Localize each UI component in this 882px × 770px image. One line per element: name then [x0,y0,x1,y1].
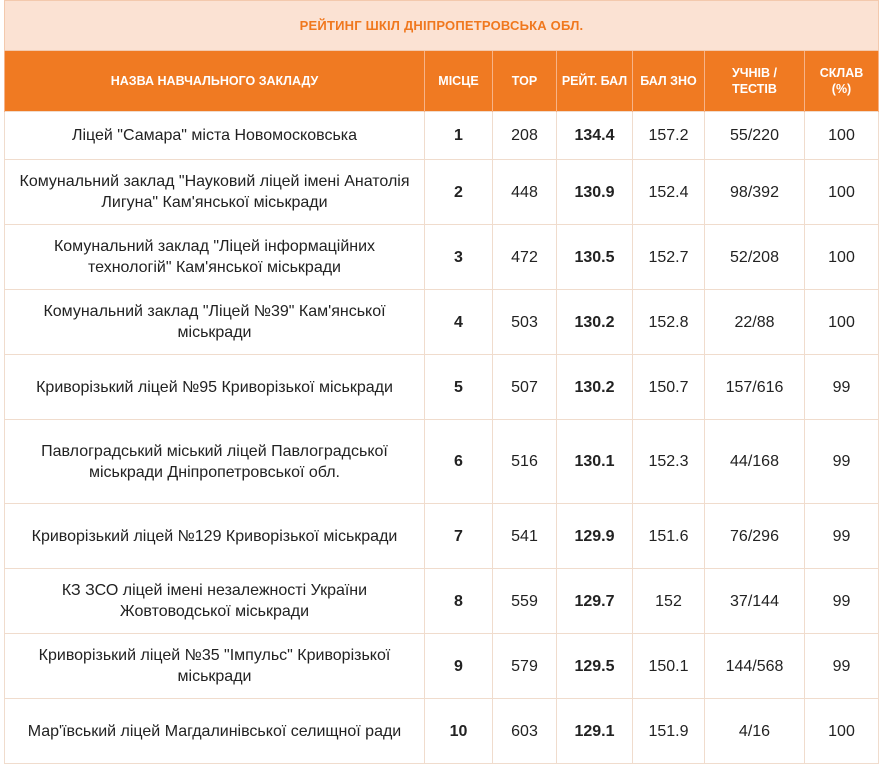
school-place: 8 [425,569,493,634]
table-title-row [5,1,879,51]
school-place: 9 [425,634,493,699]
header-students: УЧНІВ / ТЕСТІВ [705,51,805,112]
school-zno: 152.7 [633,225,705,290]
school-top: 208 [493,112,557,160]
school-zno: 152.4 [633,160,705,225]
school-name: Комунальний заклад "Науковий ліцей імені Анатолія Лигуна" Кам'янської міськради [5,160,425,225]
school-rating: 129.5 [557,634,633,699]
school-students: 52/208 [705,225,805,290]
school-top: 559 [493,569,557,634]
school-name: Мар'ївський ліцей Магдалинівської селищної ради [5,699,425,764]
school-top: 507 [493,355,557,420]
table-row [5,112,879,160]
table-header-row [5,51,879,112]
school-zno: 151.9 [633,699,705,764]
school-students: 22/88 [705,290,805,355]
school-rating: 129.1 [557,699,633,764]
school-name: Павлоградський міський ліцей Павлоградської міськради Дніпропетровської обл. [5,420,425,504]
school-students: 144/568 [705,634,805,699]
school-place: 6 [425,420,493,504]
school-place: 1 [425,112,493,160]
table-row [5,634,879,699]
school-composition: 99 [805,420,879,504]
school-zno: 150.1 [633,634,705,699]
school-top: 503 [493,290,557,355]
school-zno: 150.7 [633,355,705,420]
school-top: 541 [493,504,557,569]
table-row [5,699,879,764]
school-students: 4/16 [705,699,805,764]
school-top: 448 [493,160,557,225]
school-name: Криворізький ліцей №129 Криворізької міськради [5,504,425,569]
school-composition: 100 [805,225,879,290]
school-rating: 129.7 [557,569,633,634]
school-zno: 152.3 [633,420,705,504]
school-composition: 100 [805,160,879,225]
table-row [5,355,879,420]
school-top: 579 [493,634,557,699]
school-name: Криворізький ліцей №35 "Імпульс" Криворізької міськради [5,634,425,699]
school-composition: 100 [805,699,879,764]
table-row [5,290,879,355]
table-row [5,225,879,290]
school-students: 37/144 [705,569,805,634]
school-name: КЗ ЗСО ліцей імені незалежності України Жовтоводської міськради [5,569,425,634]
school-zno: 157.2 [633,112,705,160]
school-place: 7 [425,504,493,569]
header-top: TOP [493,51,557,112]
school-name: Комунальний заклад "Ліцей №39" Кам'янської міськради [5,290,425,355]
school-rating: 130.9 [557,160,633,225]
rating-table [4,0,879,764]
school-composition: 100 [805,290,879,355]
school-composition: 99 [805,634,879,699]
school-zno: 152 [633,569,705,634]
school-rating: 134.4 [557,112,633,160]
school-place: 10 [425,699,493,764]
header-zno: БАЛ ЗНО [633,51,705,112]
header-composition: СКЛАВ (%) [805,51,879,112]
school-name: Криворізький ліцей №95 Криворізької міськради [5,355,425,420]
school-top: 603 [493,699,557,764]
school-rating: 130.5 [557,225,633,290]
school-place: 4 [425,290,493,355]
school-name: Комунальний заклад "Ліцей інформаційних технологій" Кам'янської міськради [5,225,425,290]
school-composition: 99 [805,569,879,634]
table-row [5,160,879,225]
school-rating: 130.1 [557,420,633,504]
school-top: 516 [493,420,557,504]
school-composition: 99 [805,504,879,569]
school-students: 157/616 [705,355,805,420]
school-rating: 130.2 [557,355,633,420]
school-zno: 151.6 [633,504,705,569]
school-place: 5 [425,355,493,420]
school-place: 2 [425,160,493,225]
school-composition: 99 [805,355,879,420]
table-title: РЕЙТИНГ ШКІЛ ДНІПРОПЕТРОВСЬКА ОБЛ. [5,1,879,51]
school-composition: 100 [805,112,879,160]
table-row [5,420,879,504]
rating-table-container [4,0,878,764]
school-students: 98/392 [705,160,805,225]
school-name: Ліцей "Самара" міста Новомосковська [5,112,425,160]
table-row [5,569,879,634]
school-students: 76/296 [705,504,805,569]
school-top: 472 [493,225,557,290]
school-students: 55/220 [705,112,805,160]
table-row [5,504,879,569]
header-name: НАЗВА НАВЧАЛЬНОГО ЗАКЛАДУ [5,51,425,112]
school-students: 44/168 [705,420,805,504]
header-place: МІСЦЕ [425,51,493,112]
school-rating: 129.9 [557,504,633,569]
school-zno: 152.8 [633,290,705,355]
school-rating: 130.2 [557,290,633,355]
school-place: 3 [425,225,493,290]
header-rating: РЕЙТ. БАЛ [557,51,633,112]
